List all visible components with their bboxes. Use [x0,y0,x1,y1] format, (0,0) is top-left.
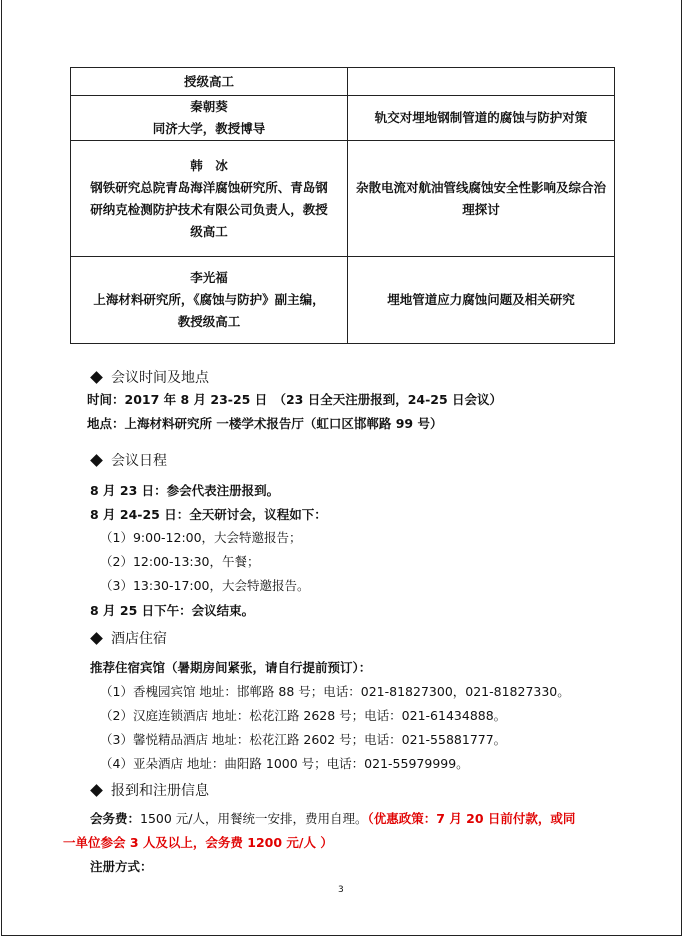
schedule-item-2: （2）12:00-13:30，午餐； [100,554,260,569]
speaker-name: 秦朝葵 [190,99,228,114]
hotel-item-1: （1）香槐园宾馆 地址：邯郸路 88 号；电话：021-81827300，021-81827330。 [100,684,570,699]
section-heading-register [92,780,209,800]
discount-text-cont: 一单位参会 3 人及以上，会务费 1200 元/人 ） [63,835,333,850]
speaker-cell [71,96,348,141]
topic-cell [348,68,615,96]
diamond-bullet-icon [90,784,103,797]
page-number: 3 [338,885,344,895]
section-heading-schedule [92,450,167,470]
topic-cell: 轨交对埋地钢制管道的腐蚀与防护对策 [348,96,615,141]
section-heading-time [92,367,209,387]
speaker-affiliation: 教授级高工 [177,314,241,329]
speaker-cell [71,141,348,257]
discount-text: （优惠政策：7 月 20 日前付款，或同 [367,811,576,826]
heading-text: 报到和注册信息 [111,783,209,799]
fee-label: 会务费： [90,811,141,826]
speaker-cell [71,68,348,96]
diamond-bullet-icon [90,632,103,645]
schedule-end: 8 月 25 日下午：会议结束。 [90,603,255,618]
heading-text: 会议时间及地点 [111,370,209,386]
speaker-title: 授级高工 [183,73,234,89]
table-row [71,68,615,96]
table-row [71,96,615,141]
schedule-item-3: （3）13:30-17:00，大会特邀报告。 [100,578,310,593]
hotel-item-4: （4）亚朵酒店 地址：曲阳路 1000 号；电话：021-55979999。 [100,756,469,771]
speaker-affiliation: 钢铁研究总院青岛海洋腐蚀研究所、青岛钢 [90,179,328,195]
speaker-affiliation: 上海材料研究所，《腐蚀与防护》副主编， [93,292,325,307]
heading-text: 会议日程 [111,453,167,469]
topic-cell: 埋地管道应力腐蚀问题及相关研究 [348,257,615,344]
schedule-day1: 8 月 23 日：参会代表注册报到。 [90,483,280,498]
speaker-affiliation: 级高工 [190,223,228,239]
diamond-bullet-icon [90,454,103,467]
speakers-table [70,67,615,344]
table-row [71,257,615,344]
speaker-name: 韩 冰 [190,157,228,173]
speaker-affiliation: 同济大学，教授博导 [152,121,266,136]
topic-cell: 杂散电流对航油管线腐蚀安全性影响及综合治理探讨 [348,141,615,257]
heading-text: 酒店住宿 [111,631,167,647]
speaker-affiliation: 研纳克检测防护技术有限公司负责人，教授 [90,201,328,217]
hotel-intro: 推荐住宿宾馆（暑期房间紧张，请自行提前预订）： [90,660,372,675]
fee-line [90,809,575,827]
section-heading-hotel [92,628,167,648]
diamond-bullet-icon [90,371,103,384]
schedule-day2: 8 月 24-25 日：全天研讨会，议程如下： [90,507,327,522]
hotel-item-3: （3）馨悦精品酒店 地址：松花江路 2602 号；电话：021-55881777。 [100,732,507,747]
meeting-place: 地点：上海材料研究所 一楼学术报告厅（虹口区邯郸路 99 号） [87,416,443,431]
schedule-item-1: （1）9:00-12:00，大会特邀报告； [100,530,302,545]
registration-method: 注册方式： [90,859,153,874]
speaker-name: 李光福 [190,270,228,285]
table-row [71,141,615,257]
hotel-item-2: （2）汉庭连锁酒店 地址：松花江路 2628 号；电话：021-61434888。 [100,708,507,723]
meeting-time: 时间：2017 年 8 月 23-25 日 （23 日全天注册报到，24-25 日会议） [87,392,503,407]
fee-text: 1500 元/人，用餐统一安排，费用自理。 [140,811,368,826]
speaker-cell [71,257,348,344]
